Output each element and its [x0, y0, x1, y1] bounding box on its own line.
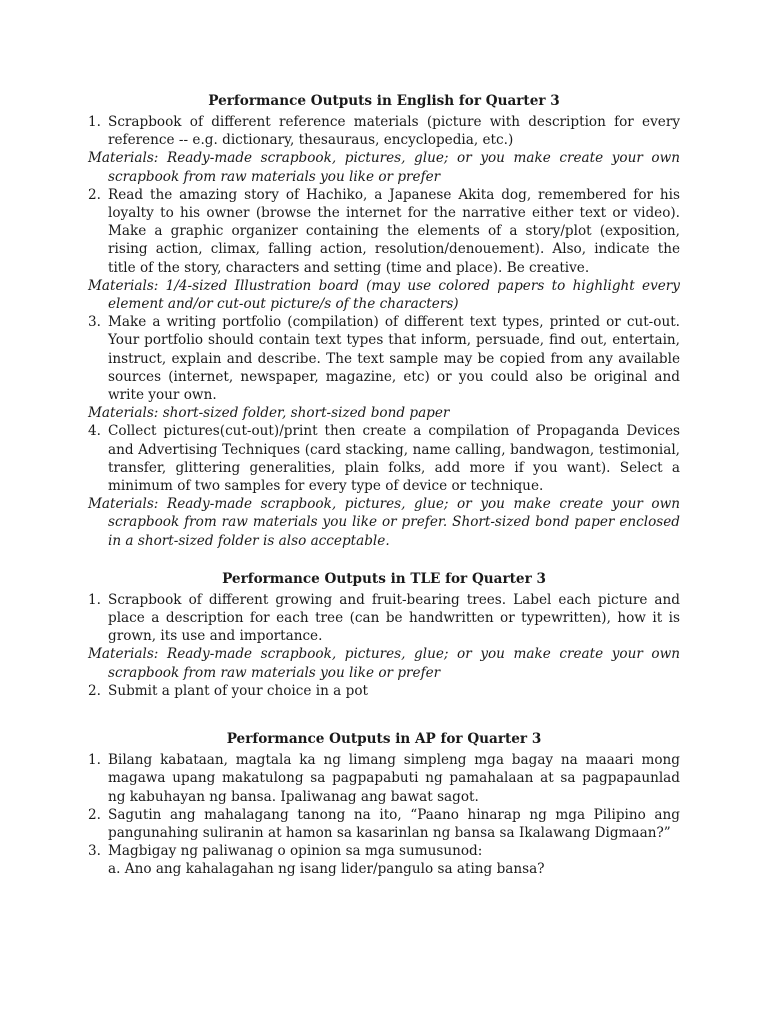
- item-number: 1.: [88, 752, 101, 769]
- item-text: Scrapbook of different reference materials (picture with description for every reference -- e.g. dictionary, thesauraus, encyclopedia, etc.): [108, 114, 680, 149]
- item-number: 2.: [88, 806, 101, 823]
- list-item: [88, 591, 680, 646]
- materials-note: Materials: Ready-made scrapbook, pictures, glue; or you make create your own scrapbook from raw materials you like or prefer: [88, 150, 680, 185]
- list-item: [88, 842, 680, 860]
- item-text: Submit a plant of your choice in a pot: [108, 682, 368, 699]
- item-number: 1.: [88, 114, 101, 130]
- materials-note: Materials: Ready-made scrapbook, pictures, glue; or you make create your own scrapbook from raw materials you like or prefer. Short-sized bond paper enclosed in a short-sized folder is also acceptable.: [88, 496, 680, 549]
- item-number: 2.: [88, 186, 101, 203]
- sub-item: a. Ano ang kahalagahan ng isang lider/pangulo sa ating bansa?: [108, 861, 545, 878]
- item-number: 3.: [88, 843, 101, 860]
- item-text: Scrapbook of different growing and fruit-bearing trees. Label each picture and place a description for each tree (can be handwritten or typewritten), how it is grown, its use and importance.: [108, 591, 680, 645]
- section-spacer: [88, 550, 680, 570]
- list-item: [88, 113, 680, 149]
- list-item: [88, 186, 680, 277]
- document-page: [88, 92, 680, 879]
- item-number: 1.: [88, 591, 101, 608]
- item-text: Make a writing portfolio (compilation) of different text types, printed or cut-out. Your portfolio should contain text types that inform, persuade, find out, entertain, instruct, explain and describe. The text sample may be copied from any available sources (internet, newspaper, magazine, etc) or you could also be original and write your own.: [108, 314, 680, 404]
- item-text: Sagutin ang mahalagang tanong na ito, “Paano hinarap ng mga Pilipino ang pangunahing suliranin at hamon sa kasarinlan ng bansa sa Ikalawang Digmaan?”: [108, 806, 680, 841]
- item-text: Bilang kabataan, magtala ka ng limang simpleng mga bagay na maaari mong magawa upang makatulong sa pagpapabuti ng pamahalaan at sa pagpapaunlad ng kabuhayan ng bansa. Ipaliwanag ang bawat sagot.: [108, 752, 680, 805]
- list-item: [88, 806, 680, 842]
- section-english: [88, 92, 680, 550]
- materials-note: Materials: short-sized folder, short-sized bond paper: [88, 405, 450, 422]
- list-item: [88, 751, 680, 806]
- section-title: Performance Outputs in TLE for Quarter 3: [222, 570, 546, 587]
- item-number: 2.: [88, 682, 101, 699]
- item-text: Read the amazing story of Hachiko, a Japanese Akita dog, remembered for his loyalty to his owner (browse the internet for the narrative either text or video). Make a graphic organizer containing the elements of a story/plot (exposition, rising action, climax, falling action, resolution/denouement). Also, indicate the title of the story, characters and setting (time and place). Be creative.: [108, 186, 680, 276]
- item-number: 4.: [88, 423, 101, 440]
- list-item: [88, 313, 680, 404]
- list-item: [88, 422, 680, 495]
- materials-note: Materials: Ready-made scrapbook, pictures, glue; or you make create your own scrapbook from raw materials you like or prefer: [88, 646, 680, 681]
- section-ap: [88, 730, 680, 878]
- section-title: Performance Outputs in English for Quarter 3: [208, 93, 560, 109]
- section-spacer: [88, 700, 680, 730]
- section-title: Performance Outputs in AP for Quarter 3: [226, 731, 542, 748]
- list-item: [88, 682, 680, 700]
- item-number: 3.: [88, 314, 101, 331]
- item-text: Collect pictures(cut-out)/print then create a compilation of Propaganda Devices and Advertising Techniques (card stacking, name calling, bandwagon, testimonial, transfer, glittering generalities, plain folks, add more if you want). Select a minimum of two samples for every type of device or technique.: [108, 423, 680, 495]
- item-text: Magbigay ng paliwanag o opinion sa mga sumusunod:: [108, 843, 483, 860]
- materials-note: Materials: 1/4-sized Illustration board (may use colored papers to highlight every element and/or cut-out picture/s of the characters): [88, 277, 680, 313]
- section-tle: [88, 570, 680, 700]
